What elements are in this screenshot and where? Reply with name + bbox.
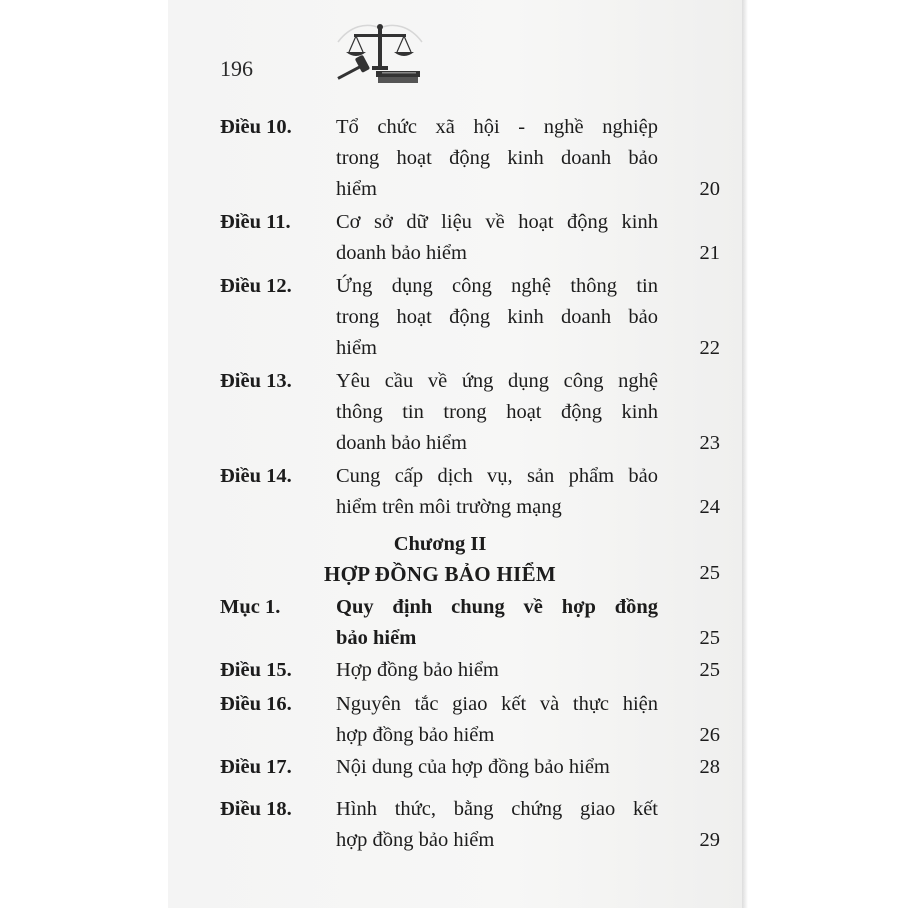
toc-entry-title [336, 655, 658, 686]
toc-entry-page: 20 [699, 178, 720, 200]
toc-entry-title-line: hợp đồng bảo hiểm [336, 724, 495, 746]
chapter-name: HỢP ĐỒNG BẢO HIỂM [323, 562, 557, 586]
toc-entry-title-line: hiểm [336, 337, 377, 359]
page-edge-shadow [742, 0, 748, 908]
toc-entry [220, 461, 720, 523]
toc-entry-title-line: Tổ chức xã hội - nghề nghiệp [336, 116, 658, 138]
page-header [220, 20, 420, 90]
toc-entry [220, 689, 720, 751]
toc-entry-title [336, 752, 658, 783]
toc-entry-page: 25 [699, 627, 720, 649]
toc-entry-title-line: Cung cấp dịch vụ, sản phẩm bảo [336, 465, 658, 487]
toc-entry-title [336, 112, 658, 205]
toc-entry-title-line: Hình thức, bằng chứng giao kết [336, 798, 658, 820]
toc-entry-title-line: doanh bảo hiểm [336, 242, 467, 264]
toc-entry-title-line: Hợp đồng bảo hiểm [336, 659, 499, 681]
toc-entry-label: Điều 12. [220, 275, 292, 297]
chapter-heading [220, 533, 720, 593]
toc-entry-page: 29 [699, 829, 720, 851]
scales-of-justice-icon [332, 20, 428, 86]
toc-entry-page: 28 [699, 756, 720, 778]
toc-entry [220, 366, 720, 459]
toc-entry-title [336, 689, 658, 751]
toc-entry-page: 24 [699, 496, 720, 518]
toc-entry [220, 112, 720, 205]
toc-entry-label: Điều 18. [220, 798, 292, 820]
toc-entry-label: Điều 11. [220, 211, 291, 233]
toc-entry [220, 752, 720, 783]
toc-entry-title-line: Ứng dụng công nghệ thông tin [336, 275, 658, 297]
toc-entry-label: Điều 14. [220, 465, 292, 487]
toc-entry-title [336, 366, 658, 459]
book-page [168, 0, 742, 908]
page-number: 196 [220, 56, 253, 81]
toc-entry-label: Điều 17. [220, 756, 292, 778]
toc-entry-title-line: hợp đồng bảo hiểm [336, 829, 495, 851]
toc-entry [220, 271, 720, 364]
toc-entry [220, 207, 720, 269]
toc-entry-page: 23 [699, 432, 720, 454]
toc-entry [220, 794, 720, 856]
toc-entry-title [336, 461, 658, 523]
toc-entry-page: 26 [699, 724, 720, 746]
toc-entry-title-line: doanh bảo hiểm [336, 432, 467, 454]
toc-entry-title-line: thông tin trong hoạt động kinh [336, 401, 658, 423]
toc-entry-title-line: Cơ sở dữ liệu về hoạt động kinh [336, 211, 658, 233]
toc-entry-label: Điều 15. [220, 659, 292, 681]
toc-entry [220, 592, 720, 654]
chapter-number: Chương II [393, 533, 487, 555]
chapter-page: 25 [699, 562, 720, 584]
toc-entry-label: Điều 10. [220, 116, 292, 138]
toc-entry-title [336, 271, 658, 364]
toc-entry-title-line: Quy định chung về hợp đồng [336, 596, 658, 618]
toc-entry-label: Điều 16. [220, 693, 292, 715]
toc-entry-label: Mục 1. [220, 596, 281, 618]
toc-entry-title [336, 207, 658, 269]
toc-entry [220, 655, 720, 686]
toc-entry-page: 25 [699, 659, 720, 681]
toc-entry-label: Điều 13. [220, 370, 292, 392]
toc-entry-title-line: bảo hiểm [336, 627, 417, 649]
toc-entry-title-line: trong hoạt động kinh doanh bảo [336, 306, 658, 328]
toc-entry-title-line: hiểm trên môi trường mạng [336, 496, 562, 518]
toc-entry-title-line: trong hoạt động kinh doanh bảo [336, 147, 658, 169]
toc-entry-title-line: Yêu cầu về ứng dụng công nghệ [336, 370, 658, 392]
toc-entry-page: 21 [699, 242, 720, 264]
toc-entry-title-line: Nội dung của hợp đồng bảo hiểm [336, 756, 610, 778]
toc-entry-title-line: hiểm [336, 178, 377, 200]
toc-entry-page: 22 [699, 337, 720, 359]
toc-entry-title [336, 592, 658, 654]
toc-entry-title [336, 794, 658, 856]
toc-entry-title-line: Nguyên tắc giao kết và thực hiện [336, 693, 658, 715]
